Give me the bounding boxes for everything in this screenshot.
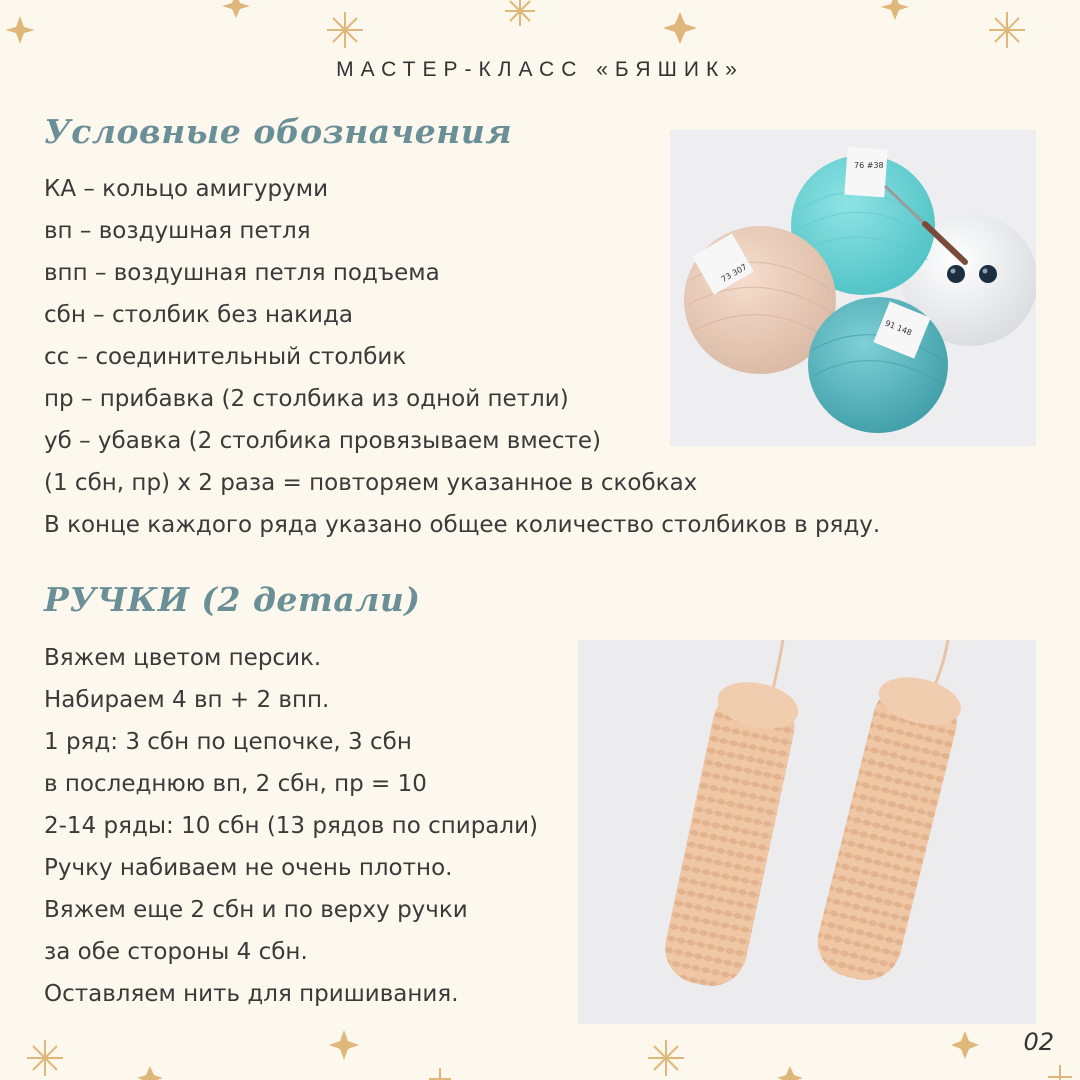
instruction-line: в последнюю вп, 2 сбн, пр = 10	[44, 771, 427, 797]
yarn-label-teal: 91 148	[883, 318, 914, 338]
instruction-line: Набираем 4 вп + 2 впп.	[44, 687, 330, 713]
legend-item: впп – воздушная петля подъема	[44, 260, 440, 286]
instruction-line: Вяжем цветом персик.	[44, 645, 322, 671]
legend-item: сбн – столбик без накида	[44, 302, 353, 328]
arms-heading: РУЧКИ (2 детали)	[44, 580, 421, 619]
instruction-line: за обе стороны 4 сбн.	[44, 939, 308, 965]
legend-item: КА – кольцо амигуруми	[44, 176, 329, 202]
instruction-line: 2-14 ряды: 10 сбн (13 рядов по спирали)	[44, 813, 539, 839]
arms-instructions	[44, 637, 538, 1015]
legend-heading: Условные обозначения	[44, 112, 513, 151]
yarn-label-peach: 73 307	[719, 262, 749, 285]
legend-item: вп – воздушная петля	[44, 218, 311, 244]
legend-item: (1 сбн, пр) х 2 раза = повторяем указанное в скобках	[44, 470, 698, 496]
yarn-photo	[670, 130, 1036, 446]
page-header-title: МАСТЕР-КЛАСС «БЯШИК»	[336, 58, 744, 81]
instruction-line: Вяжем еще 2 сбн и по верху ручки	[44, 897, 468, 923]
instruction-line: 1 ряд: 3 сбн по цепочке, 3 сбн	[44, 729, 412, 755]
legend-item: уб – убавка (2 столбика провязываем вместе)	[44, 428, 601, 454]
page-number: 02	[1023, 1028, 1054, 1056]
legend-item: В конце каждого ряда указано общее количество столбиков в ряду.	[44, 512, 881, 538]
legend-item: сс – соединительный столбик	[44, 344, 407, 370]
instruction-line: Оставляем нить для пришивания.	[44, 981, 459, 1007]
instruction-line: Ручку набиваем не очень плотно.	[44, 855, 453, 881]
yarn-label-turquoise: 76 #38	[854, 161, 884, 170]
arms-photo	[578, 640, 1036, 1024]
legend-item: пр – прибавка (2 столбика из одной петли)	[44, 386, 569, 412]
